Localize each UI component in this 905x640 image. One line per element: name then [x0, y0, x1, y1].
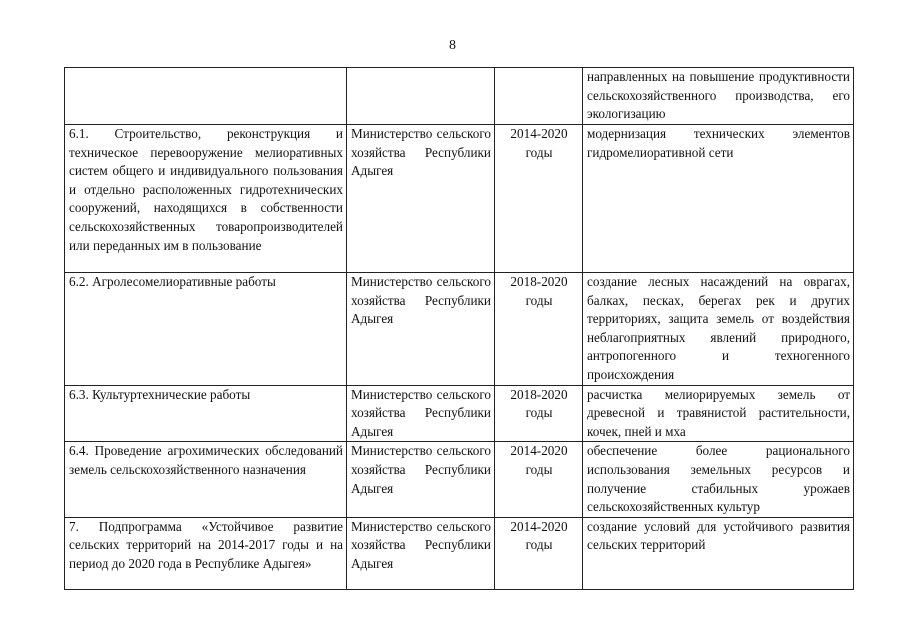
- result-cell: расчистка мелиорируемых земель от древесной и травянистой растительности, кочек, пней и мха: [583, 385, 854, 442]
- period-cell: [495, 68, 583, 125]
- result-cell: создание условий для устойчивого развития сельских территорий: [583, 517, 854, 589]
- executor-cell: Министерство сельского хозяйства Республики Адыгея: [347, 385, 495, 442]
- table-row: [65, 68, 854, 125]
- executor-cell: Министерство сельского хозяйства Республики Адыгея: [347, 125, 495, 273]
- result-cell: направленных на повышение продуктивности сельскохозяйственного производства, его экологизацию: [583, 68, 854, 125]
- table-row: [65, 442, 854, 517]
- executor-cell: Министерство сельского хозяйства Республики Адыгея: [347, 517, 495, 589]
- period-cell: 2018-2020 годы: [495, 385, 583, 442]
- period-cell: 2014-2020 годы: [495, 125, 583, 273]
- page-number: 8: [449, 38, 456, 53]
- activity-cell: [65, 68, 347, 125]
- period-cell: 2014-2020 годы: [495, 517, 583, 589]
- result-cell: создание лесных насаждений на оврагах, балках, песках, берегах рек и других территориях, защита земель от воздействия неблагоприятных явлений природного, антропогенного и техногенного происхождения: [583, 273, 854, 386]
- activity-cell: 6.1. Строительство, реконструкция и техническое перевооружение мелиоративных систем общего и индивидуального пользования и отдельно расположенных гидротехнических сооружений, находящихся в собственности сельскохозяйственных товаропроизводителей или переданных им в пользование: [65, 125, 347, 273]
- result-cell: модернизация технических элементов гидромелиоративной сети: [583, 125, 854, 273]
- executor-cell: Министерство сельского хозяйства Республики Адыгея: [347, 273, 495, 386]
- activity-cell: 6.3. Культуртехнические работы: [65, 385, 347, 442]
- executor-cell: [347, 68, 495, 125]
- activity-cell: 6.2. Агролесомелиоративные работы: [65, 273, 347, 386]
- program-table: [64, 67, 854, 590]
- result-cell: обеспечение более рационального использования земельных ресурсов и получение стабильных урожаев сельскохозяйственных культур: [583, 442, 854, 517]
- executor-cell: Министерство сельского хозяйства Республики Адыгея: [347, 442, 495, 517]
- table-row: [65, 385, 854, 442]
- activity-cell: 6.4. Проведение агрохимических обследований земель сельскохозяйственного назначения: [65, 442, 347, 517]
- period-cell: 2014-2020 годы: [495, 442, 583, 517]
- table-row: [65, 517, 854, 589]
- activity-cell: 7. Подпрограмма «Устойчивое развитие сельских территорий на 2014-2017 годы и на период до 2020 года в Республике Адыгея»: [65, 517, 347, 589]
- table-row: [65, 273, 854, 386]
- table-row: [65, 125, 854, 273]
- period-cell: 2018-2020 годы: [495, 273, 583, 386]
